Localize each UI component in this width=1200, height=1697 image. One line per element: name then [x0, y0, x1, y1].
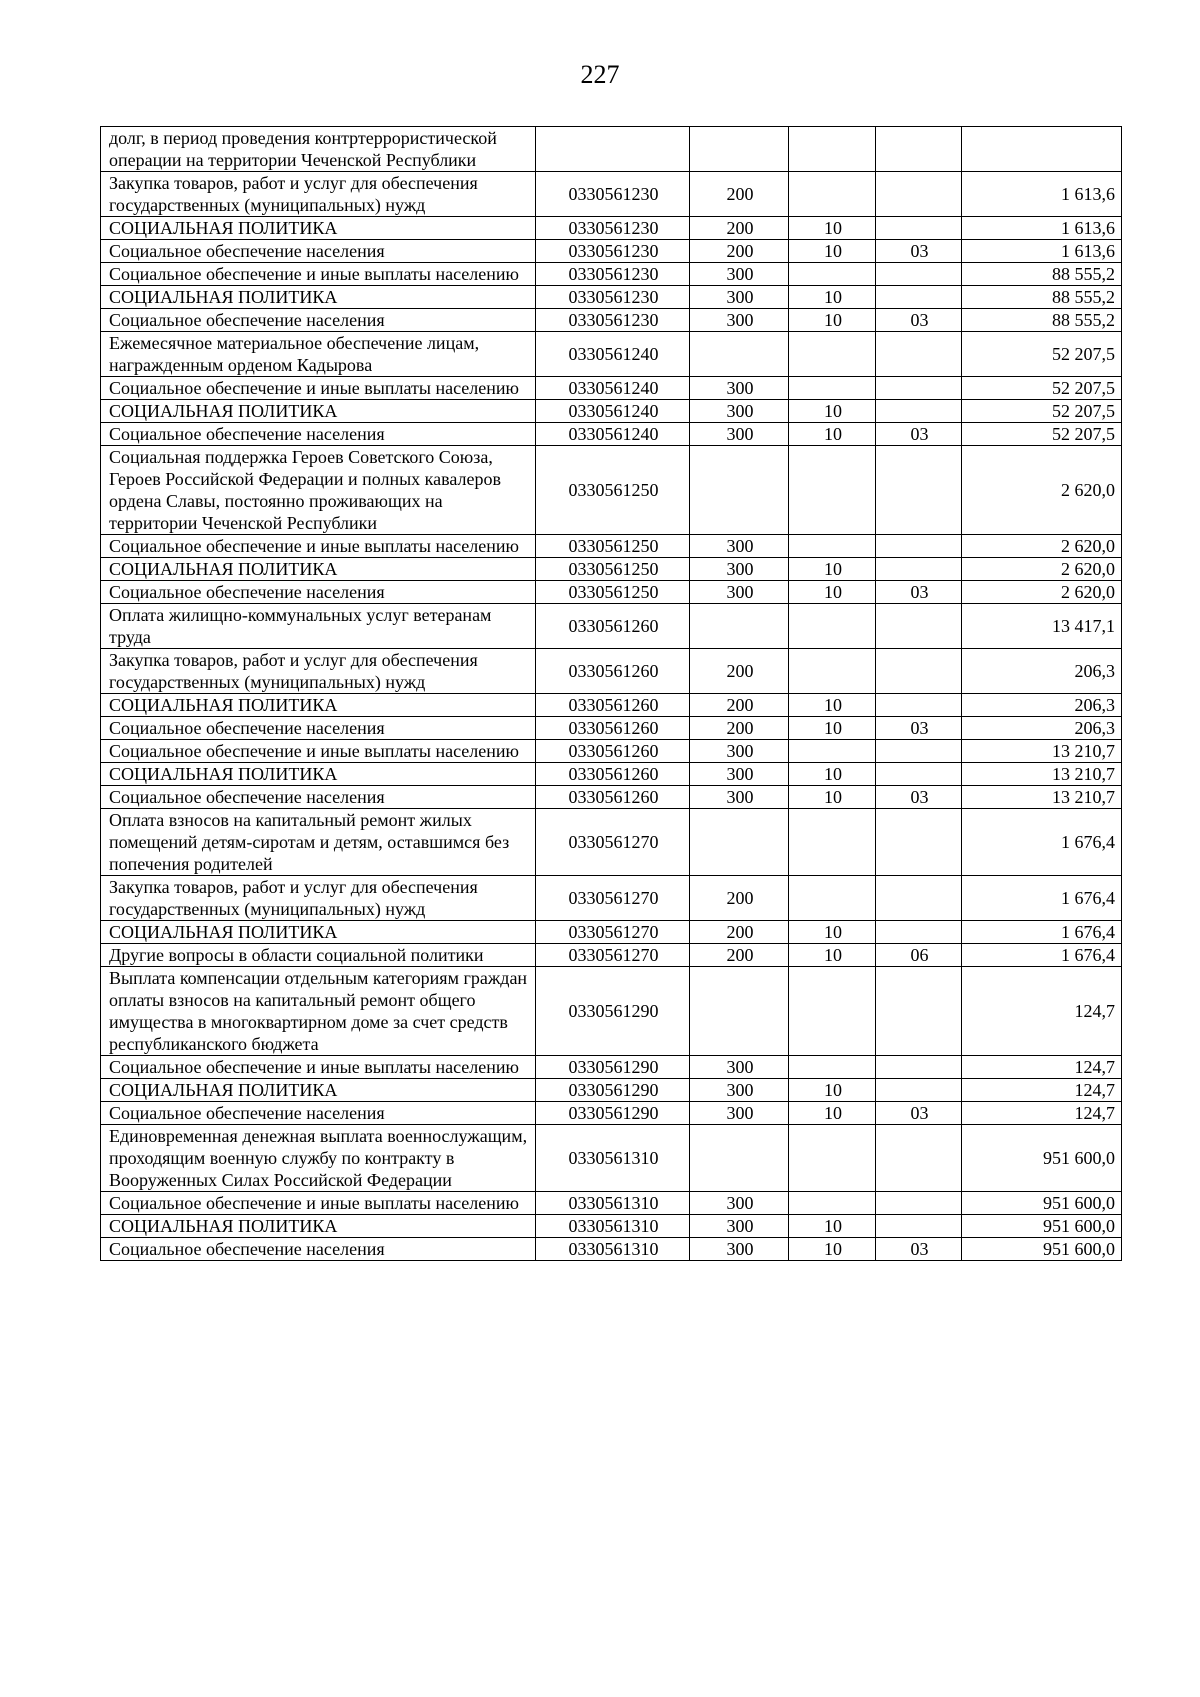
cell-target-code: 0330561310	[536, 1215, 690, 1238]
cell-amount: 951 600,0	[962, 1192, 1122, 1215]
cell-subsection	[876, 286, 962, 309]
table-row	[101, 377, 1122, 400]
cell-expense-type: 300	[690, 1056, 789, 1079]
cell-target-code: 0330561230	[536, 172, 690, 217]
cell-target-code	[536, 127, 690, 172]
table-row	[101, 309, 1122, 332]
table-row	[101, 217, 1122, 240]
cell-section	[789, 1056, 876, 1079]
cell-amount: 951 600,0	[962, 1238, 1122, 1261]
table-row	[101, 1079, 1122, 1102]
cell-expense-type: 300	[690, 286, 789, 309]
cell-target-code: 0330561230	[536, 263, 690, 286]
cell-amount: 2 620,0	[962, 558, 1122, 581]
cell-target-code: 0330561260	[536, 694, 690, 717]
table-row	[101, 1056, 1122, 1079]
cell-target-code: 0330561250	[536, 446, 690, 535]
cell-target-code: 0330561250	[536, 535, 690, 558]
cell-expense-type: 300	[690, 263, 789, 286]
cell-name: СОЦИАЛЬНАЯ ПОЛИТИКА	[101, 921, 536, 944]
table-row	[101, 1215, 1122, 1238]
cell-name: Оплата взносов на капитальный ремонт жилых помещений детям-сиротам и детям, оставшимся без попечения родителей	[101, 809, 536, 876]
cell-name: Закупка товаров, работ и услуг для обеспечения государственных (муниципальных) нужд	[101, 876, 536, 921]
cell-amount: 124,7	[962, 1079, 1122, 1102]
cell-section	[789, 1192, 876, 1215]
cell-name: СОЦИАЛЬНАЯ ПОЛИТИКА	[101, 558, 536, 581]
cell-section: 10	[789, 1102, 876, 1125]
cell-target-code: 0330561290	[536, 1102, 690, 1125]
cell-subsection	[876, 921, 962, 944]
cell-expense-type: 300	[690, 1238, 789, 1261]
cell-name: СОЦИАЛЬНАЯ ПОЛИТИКА	[101, 1079, 536, 1102]
cell-target-code: 0330561270	[536, 921, 690, 944]
cell-amount: 1 613,6	[962, 217, 1122, 240]
table-row	[101, 332, 1122, 377]
cell-amount: 52 207,5	[962, 377, 1122, 400]
cell-name: Социальное обеспечение населения	[101, 1102, 536, 1125]
cell-amount: 2 620,0	[962, 535, 1122, 558]
cell-expense-type: 200	[690, 876, 789, 921]
budget-table	[100, 126, 1122, 1261]
cell-amount	[962, 127, 1122, 172]
cell-name: Социальное обеспечение населения	[101, 717, 536, 740]
cell-name: Оплата жилищно-коммунальных услуг ветеранам труда	[101, 604, 536, 649]
cell-name: Социальное обеспечение населения	[101, 423, 536, 446]
cell-name: Социальное обеспечение и иные выплаты населению	[101, 535, 536, 558]
cell-amount: 1 676,4	[962, 809, 1122, 876]
cell-subsection: 03	[876, 240, 962, 263]
cell-section: 10	[789, 763, 876, 786]
cell-section	[789, 263, 876, 286]
cell-section	[789, 535, 876, 558]
cell-target-code: 0330561310	[536, 1238, 690, 1261]
cell-subsection	[876, 535, 962, 558]
cell-subsection	[876, 127, 962, 172]
cell-section: 10	[789, 217, 876, 240]
table-row	[101, 921, 1122, 944]
cell-section	[789, 332, 876, 377]
cell-target-code: 0330561270	[536, 944, 690, 967]
cell-expense-type: 300	[690, 1192, 789, 1215]
cell-expense-type: 200	[690, 717, 789, 740]
cell-subsection	[876, 263, 962, 286]
cell-section: 10	[789, 400, 876, 423]
cell-expense-type: 300	[690, 763, 789, 786]
cell-subsection	[876, 1192, 962, 1215]
cell-subsection	[876, 172, 962, 217]
cell-section	[789, 172, 876, 217]
cell-target-code: 0330561230	[536, 286, 690, 309]
cell-amount: 206,3	[962, 694, 1122, 717]
cell-expense-type: 300	[690, 309, 789, 332]
cell-name: Другие вопросы в области социальной политики	[101, 944, 536, 967]
cell-subsection: 03	[876, 309, 962, 332]
cell-section: 10	[789, 581, 876, 604]
table-row	[101, 286, 1122, 309]
cell-target-code: 0330561240	[536, 377, 690, 400]
cell-section: 10	[789, 921, 876, 944]
cell-subsection	[876, 649, 962, 694]
cell-subsection: 03	[876, 1238, 962, 1261]
cell-subsection	[876, 1079, 962, 1102]
cell-subsection: 06	[876, 944, 962, 967]
cell-amount: 13 210,7	[962, 740, 1122, 763]
cell-subsection: 03	[876, 786, 962, 809]
cell-name: Социальное обеспечение и иные выплаты населению	[101, 1056, 536, 1079]
table-row	[101, 604, 1122, 649]
table-row	[101, 1102, 1122, 1125]
cell-expense-type: 200	[690, 921, 789, 944]
cell-subsection: 03	[876, 423, 962, 446]
cell-name: Социальное обеспечение населения	[101, 240, 536, 263]
cell-expense-type: 200	[690, 240, 789, 263]
cell-expense-type	[690, 604, 789, 649]
cell-amount: 1 676,4	[962, 944, 1122, 967]
cell-name: Ежемесячное материальное обеспечение лицам, награжденным орденом Кадырова	[101, 332, 536, 377]
table-row	[101, 1238, 1122, 1261]
cell-expense-type: 300	[690, 423, 789, 446]
cell-subsection	[876, 332, 962, 377]
table-row	[101, 240, 1122, 263]
cell-expense-type	[690, 967, 789, 1056]
cell-section	[789, 967, 876, 1056]
cell-subsection	[876, 967, 962, 1056]
cell-amount: 124,7	[962, 1102, 1122, 1125]
cell-amount: 2 620,0	[962, 581, 1122, 604]
cell-expense-type: 300	[690, 377, 789, 400]
cell-subsection	[876, 377, 962, 400]
cell-subsection: 03	[876, 1102, 962, 1125]
table-row	[101, 649, 1122, 694]
table-row	[101, 763, 1122, 786]
table-row	[101, 944, 1122, 967]
cell-section: 10	[789, 286, 876, 309]
cell-amount: 88 555,2	[962, 309, 1122, 332]
cell-amount: 1 613,6	[962, 240, 1122, 263]
cell-name: Социальное обеспечение населения	[101, 581, 536, 604]
cell-target-code: 0330561260	[536, 649, 690, 694]
table-row	[101, 717, 1122, 740]
cell-subsection	[876, 763, 962, 786]
table-row	[101, 740, 1122, 763]
cell-name: Социальное обеспечение населения	[101, 309, 536, 332]
cell-expense-type: 300	[690, 1215, 789, 1238]
cell-target-code: 0330561250	[536, 581, 690, 604]
page-number: 227	[580, 60, 620, 89]
cell-name: Закупка товаров, работ и услуг для обеспечения государственных (муниципальных) нужд	[101, 649, 536, 694]
cell-section	[789, 740, 876, 763]
cell-expense-type: 300	[690, 558, 789, 581]
cell-subsection	[876, 558, 962, 581]
cell-name: СОЦИАЛЬНАЯ ПОЛИТИКА	[101, 400, 536, 423]
cell-name: Социальное обеспечение и иные выплаты населению	[101, 1192, 536, 1215]
cell-subsection	[876, 809, 962, 876]
cell-section	[789, 127, 876, 172]
cell-amount: 1 676,4	[962, 876, 1122, 921]
cell-name: Социальное обеспечение и иные выплаты населению	[101, 263, 536, 286]
cell-amount: 1 676,4	[962, 921, 1122, 944]
table-row	[101, 400, 1122, 423]
cell-expense-type: 300	[690, 1079, 789, 1102]
cell-amount: 124,7	[962, 967, 1122, 1056]
cell-expense-type	[690, 809, 789, 876]
table-row	[101, 1125, 1122, 1192]
cell-target-code: 0330561310	[536, 1125, 690, 1192]
cell-expense-type: 200	[690, 649, 789, 694]
cell-name: долг, в период проведения контртеррористической операции на территории Чеченской Республики	[101, 127, 536, 172]
cell-section: 10	[789, 694, 876, 717]
cell-target-code: 0330561230	[536, 217, 690, 240]
table-row	[101, 446, 1122, 535]
cell-target-code: 0330561290	[536, 1079, 690, 1102]
cell-target-code: 0330561290	[536, 1056, 690, 1079]
cell-section: 10	[789, 558, 876, 581]
cell-name: СОЦИАЛЬНАЯ ПОЛИТИКА	[101, 1215, 536, 1238]
cell-expense-type: 300	[690, 581, 789, 604]
table-row	[101, 694, 1122, 717]
cell-subsection	[876, 400, 962, 423]
cell-expense-type	[690, 332, 789, 377]
table-row	[101, 786, 1122, 809]
cell-name: Социальное обеспечение и иные выплаты населению	[101, 740, 536, 763]
cell-amount: 206,3	[962, 717, 1122, 740]
table-row	[101, 558, 1122, 581]
cell-section: 10	[789, 240, 876, 263]
cell-section: 10	[789, 309, 876, 332]
table-row	[101, 127, 1122, 172]
cell-expense-type	[690, 1125, 789, 1192]
cell-subsection	[876, 604, 962, 649]
cell-target-code: 0330561260	[536, 763, 690, 786]
cell-amount: 1 613,6	[962, 172, 1122, 217]
cell-target-code: 0330561270	[536, 876, 690, 921]
cell-subsection	[876, 1125, 962, 1192]
cell-target-code: 0330561260	[536, 786, 690, 809]
cell-section	[789, 809, 876, 876]
table-row	[101, 967, 1122, 1056]
cell-name: СОЦИАЛЬНАЯ ПОЛИТИКА	[101, 217, 536, 240]
cell-name: Социальная поддержка Героев Советского Союза, Героев Российской Федерации и полных кавалеров ордена Славы, постоянно проживающих на территории Чеченской Республики	[101, 446, 536, 535]
cell-section: 10	[789, 786, 876, 809]
cell-target-code: 0330561270	[536, 809, 690, 876]
cell-subsection	[876, 876, 962, 921]
cell-expense-type: 300	[690, 535, 789, 558]
cell-name: Выплата компенсации отдельным категориям граждан оплаты взносов на капитальный ремонт общего имущества в многоквартирном доме за счет средств республиканского бюджета	[101, 967, 536, 1056]
cell-target-code: 0330561290	[536, 967, 690, 1056]
table-row	[101, 809, 1122, 876]
cell-target-code: 0330561260	[536, 604, 690, 649]
cell-subsection: 03	[876, 717, 962, 740]
cell-expense-type: 200	[690, 172, 789, 217]
cell-amount: 52 207,5	[962, 400, 1122, 423]
cell-name: Единовременная денежная выплата военнослужащим, проходящим военную службу по контракту в Вооруженных Силах Российской Федерации	[101, 1125, 536, 1192]
cell-subsection: 03	[876, 581, 962, 604]
cell-subsection	[876, 1056, 962, 1079]
cell-target-code: 0330561310	[536, 1192, 690, 1215]
cell-amount: 52 207,5	[962, 423, 1122, 446]
cell-target-code: 0330561230	[536, 240, 690, 263]
cell-target-code: 0330561230	[536, 309, 690, 332]
cell-expense-type: 300	[690, 740, 789, 763]
cell-subsection	[876, 217, 962, 240]
cell-section	[789, 1125, 876, 1192]
table-row	[101, 581, 1122, 604]
cell-target-code: 0330561240	[536, 423, 690, 446]
table-row	[101, 263, 1122, 286]
budget-table-body	[101, 127, 1122, 1261]
cell-name: Социальное обеспечение и иные выплаты населению	[101, 377, 536, 400]
cell-amount: 124,7	[962, 1056, 1122, 1079]
cell-section: 10	[789, 1079, 876, 1102]
cell-amount: 13 417,1	[962, 604, 1122, 649]
table-row	[101, 535, 1122, 558]
cell-expense-type: 200	[690, 217, 789, 240]
cell-name: Социальное обеспечение населения	[101, 1238, 536, 1261]
cell-target-code: 0330561240	[536, 332, 690, 377]
cell-expense-type: 300	[690, 786, 789, 809]
cell-section: 10	[789, 944, 876, 967]
cell-amount: 2 620,0	[962, 446, 1122, 535]
cell-name: СОЦИАЛЬНАЯ ПОЛИТИКА	[101, 286, 536, 309]
cell-target-code: 0330561260	[536, 740, 690, 763]
table-row	[101, 423, 1122, 446]
cell-section	[789, 649, 876, 694]
cell-amount: 13 210,7	[962, 763, 1122, 786]
cell-target-code: 0330561240	[536, 400, 690, 423]
cell-section: 10	[789, 717, 876, 740]
cell-section	[789, 446, 876, 535]
cell-section	[789, 377, 876, 400]
cell-amount: 88 555,2	[962, 286, 1122, 309]
cell-expense-type: 200	[690, 694, 789, 717]
cell-target-code: 0330561250	[536, 558, 690, 581]
cell-subsection	[876, 740, 962, 763]
cell-subsection	[876, 1215, 962, 1238]
cell-subsection	[876, 446, 962, 535]
cell-amount: 52 207,5	[962, 332, 1122, 377]
cell-amount: 951 600,0	[962, 1215, 1122, 1238]
cell-amount: 13 210,7	[962, 786, 1122, 809]
cell-expense-type	[690, 446, 789, 535]
cell-name: СОЦИАЛЬНАЯ ПОЛИТИКА	[101, 763, 536, 786]
cell-amount: 951 600,0	[962, 1125, 1122, 1192]
cell-name: СОЦИАЛЬНАЯ ПОЛИТИКА	[101, 694, 536, 717]
table-row	[101, 1192, 1122, 1215]
cell-section	[789, 876, 876, 921]
cell-amount: 88 555,2	[962, 263, 1122, 286]
cell-amount: 206,3	[962, 649, 1122, 694]
table-row	[101, 876, 1122, 921]
cell-section: 10	[789, 1238, 876, 1261]
cell-name: Закупка товаров, работ и услуг для обеспечения государственных (муниципальных) нужд	[101, 172, 536, 217]
cell-expense-type: 300	[690, 1102, 789, 1125]
cell-subsection	[876, 694, 962, 717]
cell-name: Социальное обеспечение населения	[101, 786, 536, 809]
cell-section: 10	[789, 423, 876, 446]
cell-expense-type: 300	[690, 400, 789, 423]
cell-section: 10	[789, 1215, 876, 1238]
cell-target-code: 0330561260	[536, 717, 690, 740]
table-row	[101, 172, 1122, 217]
cell-section	[789, 604, 876, 649]
cell-expense-type: 200	[690, 944, 789, 967]
cell-expense-type	[690, 127, 789, 172]
